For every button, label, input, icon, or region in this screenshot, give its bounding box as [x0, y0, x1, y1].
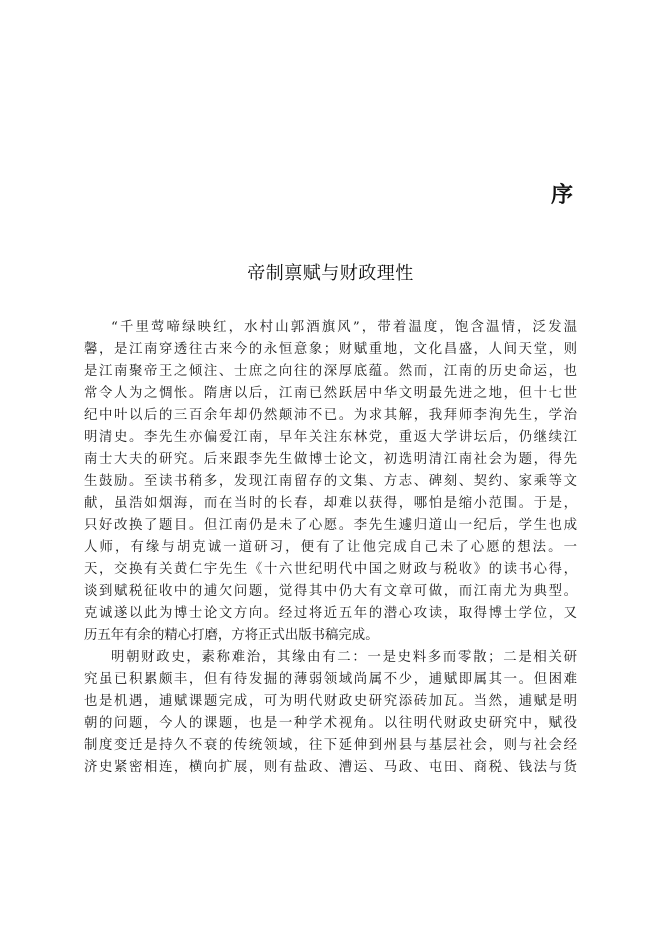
text-line: 济史紧密相连，横向扩展，则有盐政、漕运、马政、屯田、商税、钱法与货 — [84, 760, 577, 775]
text-line: 只好改换了题目。但江南仍是未了心愿。李先生遽归道山一纪后，学生也成 — [84, 518, 577, 533]
text-line: 天，交换有关黄仁宇先生《十六世纪明代中国之财政与税收》的读书心得， — [84, 562, 577, 577]
text-line: 究虽已积累颇丰，但有待发掘的薄弱领域尚属不少，逋赋即属其一。但困难 — [84, 672, 577, 687]
text-line: 是江南聚帝王之倾注、士庶之向往的深厚底蕴。然而，江南的历史命运，也 — [84, 364, 577, 379]
text-line: 制度变迁是持久不衰的传统领域，往下延伸到州县与基层社会，则与社会经 — [84, 738, 577, 753]
section-label: 序 — [550, 183, 573, 208]
text-line: 馨，是江南穿透往古来今的永恒意象；财赋重地，文化昌盛，人间天堂，则 — [84, 342, 577, 357]
text-line: 生鼓励。至读书稍多，发现江南留存的文集、方志、碑刻、契约、家乘等文 — [84, 474, 577, 489]
text-line: 常令人为之惆怅。隋唐以后，江南已然跃居中华文明最先进之地，但十七世 — [84, 386, 577, 401]
text-line: 南士大夫的研究。后来跟李先生做博士论文，初选明清江南社会为题，得先 — [84, 452, 577, 467]
text-line: 历五年有余的精心打磨，方将正式出版书稿完成。 — [84, 628, 379, 643]
text-line: 献，虽浩如烟海，而在当时的长春，却难以获得，哪怕是缩小范围。于是， — [84, 496, 577, 511]
text-line: 明朝财政史，素称难治，其缘由有二：一是史料多而零散；二是相关研 — [111, 650, 577, 665]
text-line: 纪中叶以后的三百余年却仍然颠沛不已。为求其解，我拜师李洵先生，学治 — [84, 408, 577, 423]
text-line: 谈到赋税征收中的逋欠问题，觉得其中仍大有文章可做，而江南尤为典型。 — [84, 584, 577, 599]
text-line: 人师，有缘与胡克诚一道研习，便有了让他完成自己未了心愿的想法。一 — [84, 540, 577, 555]
text-line: 克诚遂以此为博士论文方向。经过将近五年的潜心攻读，取得博士学位，又 — [84, 606, 577, 621]
essay-body — [84, 317, 577, 779]
text-line: “千里莺啼绿映红，水村山郭酒旗风”，带着温度，饱含温情，泛发温 — [111, 320, 577, 335]
paragraph — [84, 647, 577, 779]
text-line: 朝的问题，今人的课题，也是一种学术视角。以往明代财政史研究中，赋役 — [84, 716, 577, 731]
text-line: 也是机遇，逋赋课题完成，可为明代财政史研究添砖加瓦。当然，逋赋是明 — [84, 694, 577, 709]
text-line: 明清史。李先生亦偏爱江南，早年关注东林党，重返大学讲坛后，仍继续江 — [84, 430, 577, 445]
paragraph — [84, 317, 577, 647]
essay-title: 帝制禀赋与财政理性 — [247, 263, 414, 284]
